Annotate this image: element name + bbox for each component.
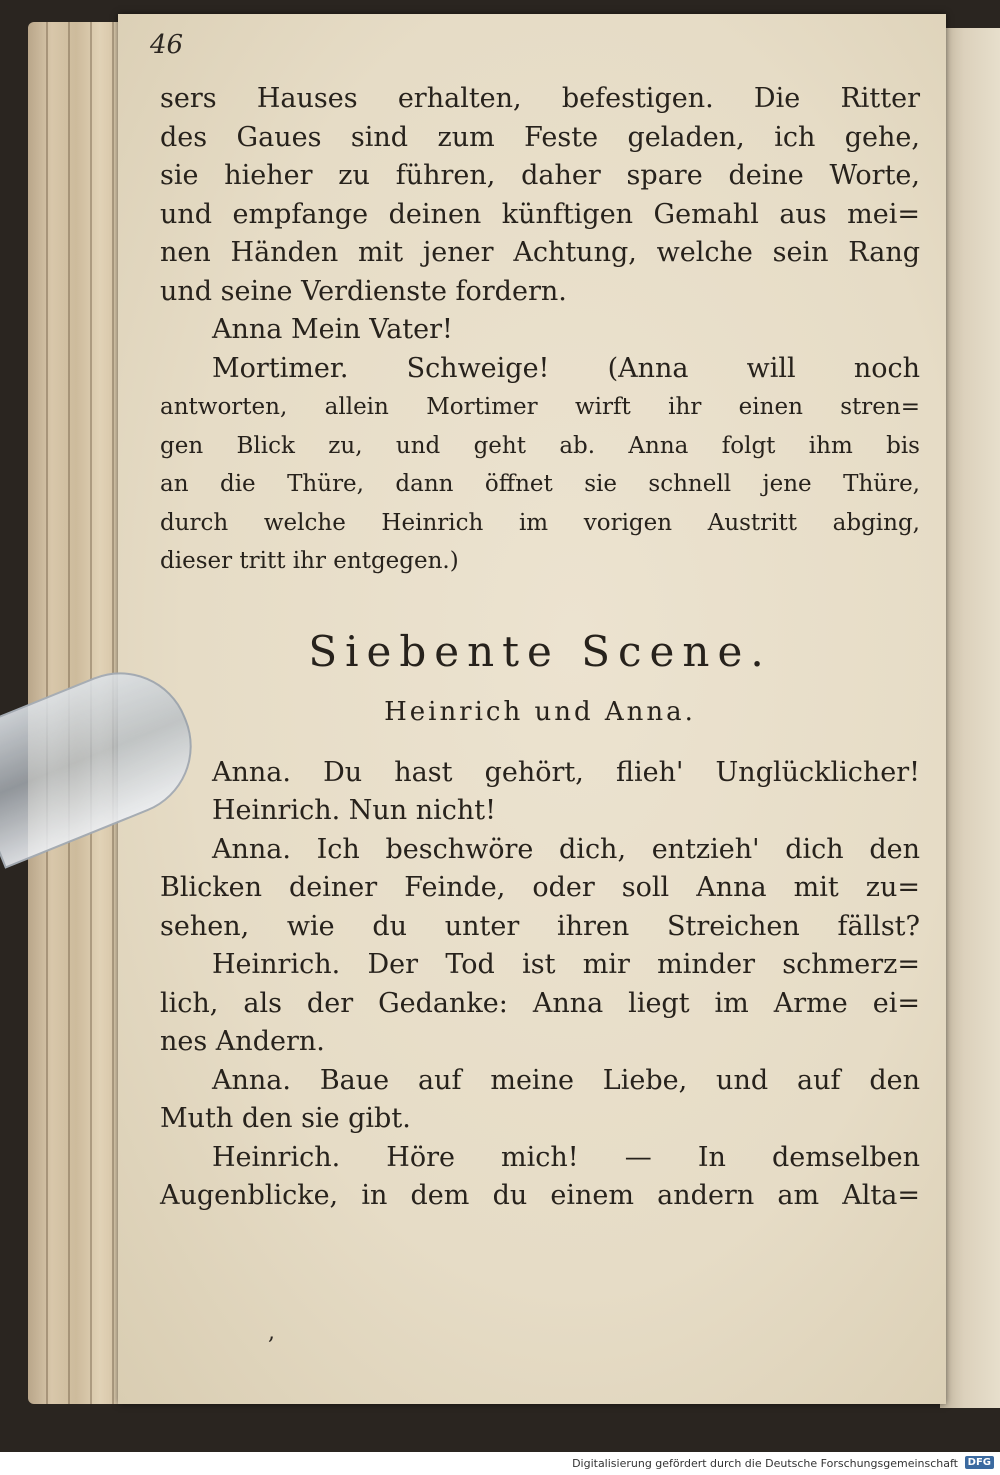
dfg-logo: DFG: [965, 1456, 994, 1469]
anna-line: Anna Mein Vater!: [212, 314, 453, 345]
stage-direction-line: Mortimer. Schweige! (Anna will noch: [212, 352, 920, 384]
bottom-mark: ,: [268, 1320, 275, 1345]
text-line: sie hieher zu führen, daher spare deine Worte,: [160, 160, 920, 191]
dialogue-line: Augenblicke, in dem du einem andern am Alta=: [160, 1180, 920, 1211]
dialogue-line: Muth den sie gibt.: [160, 1103, 411, 1134]
dialogue-line: Anna. Ich beschwöre dich, entzieh' dich den: [212, 833, 920, 865]
footer-bar: [0, 1452, 1000, 1475]
stage-direction-line: dieser tritt ihr entgegen.): [160, 548, 459, 574]
stage-direction-line: durch welche Heinrich im vorigen Austritt abging,: [160, 509, 920, 536]
facing-page: [940, 28, 1000, 1408]
dialogue-line: Heinrich. Nun nicht!: [212, 795, 496, 826]
stage-direction-line: an die Thüre, dann öffnet sie schnell jene Thüre,: [160, 471, 920, 497]
dialogue-line: Anna. Baue auf meine Liebe, und auf den: [212, 1064, 920, 1096]
dialogue-line: Blicken deiner Feinde, oder soll Anna mit zu=: [160, 872, 920, 903]
dialogue-line: Heinrich. Höre mich! — In demselben: [212, 1141, 920, 1173]
text-line: des Gaues sind zum Feste geladen, ich gehe,: [160, 121, 920, 153]
scene-persons: Heinrich und Anna.: [384, 697, 696, 727]
text-line: und seine Verdienste fordern.: [160, 275, 567, 307]
stage-direction-line: antworten, allein Mortimer wirft ihr einen stren=: [160, 394, 920, 420]
stage-direction-line: gen Blick zu, und geht ab. Anna folgt ihm bis: [160, 432, 920, 459]
dialogue-line: sehen, wie du unter ihren Streichen fällst?: [160, 910, 920, 942]
dialogue-line: Anna. Du hast gehört, flieh' Unglücklicher!: [212, 756, 920, 788]
dialogue-line: nes Andern.: [160, 1026, 325, 1057]
text-line: nen Händen mit jener Achtung, welche sein Rang: [160, 237, 920, 268]
footer-credit: Digitalisierung gefördert durch die Deutsche Forschungsgemeinschaft: [572, 1457, 958, 1470]
text-line: und empfange deinen künftigen Gemahl aus mei=: [160, 198, 920, 230]
text-line: sers Hauses erhalten, befestigen. Die Ritter: [160, 83, 920, 114]
dialogue-block: [160, 754, 920, 1216]
dialogue-line: Heinrich. Der Tod ist mir minder schmerz=: [212, 949, 920, 980]
page-text: [160, 80, 920, 1216]
dialogue-line: lich, als der Gedanke: Anna liegt im Arme ei=: [160, 987, 920, 1019]
page-number: 46: [150, 30, 184, 60]
scene-heading: Siebente Scene.: [308, 626, 772, 676]
